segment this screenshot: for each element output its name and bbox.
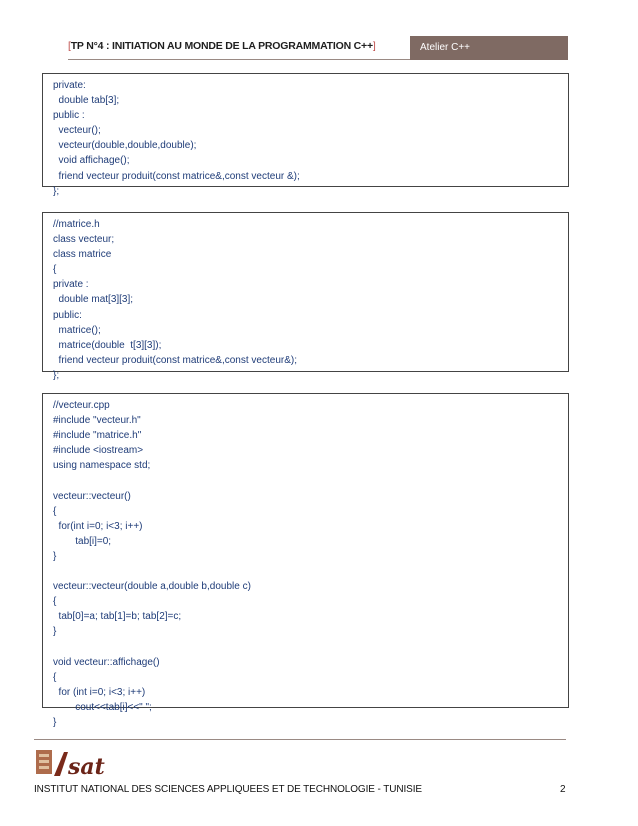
code-line: public : (53, 110, 85, 122)
code-line: class matrice (53, 249, 112, 261)
page-number: 2 (560, 784, 566, 795)
code-line: friend vecteur produit(const matrice&,const vecteur&); (53, 354, 297, 366)
code-line: class vecteur; (53, 234, 115, 246)
header-course-tab: Atelier C++ (410, 36, 568, 60)
page-header-title (68, 40, 376, 52)
code-line: #include "matrice.h" (53, 430, 142, 442)
code-block-vecteur-class-members (42, 73, 569, 197)
code-line: using namespace std; (53, 460, 151, 472)
code-line: } (53, 550, 57, 562)
code-line: //vecteur.cpp (53, 400, 110, 411)
code-line: for (int i=0; i<3; i++) (53, 686, 146, 698)
code-line: vecteur(); (53, 125, 101, 137)
code-line: } (53, 716, 57, 728)
insat-logo (34, 748, 124, 780)
code-block-matrice-header (42, 212, 569, 381)
code-line: private: (53, 80, 86, 91)
code-line: }; (53, 369, 60, 381)
code-line: matrice(double t[3][3]); (53, 339, 162, 351)
code-line: vecteur(double,double,double); (53, 140, 197, 152)
code-line: tab[0]=a; tab[1]=b; tab[2]=c; (53, 611, 182, 623)
code-line: public: (53, 309, 82, 321)
code-line: private : (53, 279, 89, 291)
header-bracket-close: ] (372, 40, 376, 52)
code-line: #include "vecteur.h" (53, 415, 141, 427)
code-line: double tab[3]; (53, 95, 120, 107)
code-line: //matrice.h (53, 219, 100, 230)
code-line: }; (53, 185, 60, 197)
code-line: { (53, 671, 57, 683)
code-line (53, 473, 558, 488)
code-line: for(int i=0; i<3; i++) (53, 520, 143, 532)
code-line: double mat[3][3]; (53, 294, 134, 306)
code-line: cout<<tab[i]<<" "; (53, 701, 152, 713)
code-line: vecteur::vecteur() (53, 490, 131, 502)
code-line: #include <iostream> (53, 445, 144, 457)
code-line (53, 564, 558, 579)
footer-divider (34, 739, 566, 740)
code-line: { (53, 264, 57, 276)
code-line: void affichage(); (53, 155, 130, 167)
svg-text:sat: sat (68, 754, 105, 780)
code-line: { (53, 505, 57, 517)
code-line: matrice(); (53, 324, 101, 336)
code-line: friend vecteur produit(const matrice&,const vecteur &); (53, 170, 300, 182)
code-line: void vecteur::affichage() (53, 656, 160, 668)
code-block-vecteur-cpp (42, 393, 569, 728)
footer-institution: INSTITUT NATIONAL DES SCIENCES APPLIQUEES ET DE TECHNOLOGIE - TUNISIE (34, 784, 423, 795)
code-line: tab[i]=0; (53, 535, 112, 547)
code-line: vecteur::vecteur(double a,double b,double c) (53, 581, 251, 593)
header-bracket-open: [ (68, 40, 71, 52)
header-divider (68, 59, 410, 60)
code-line: { (53, 596, 57, 608)
code-line (53, 640, 558, 655)
header-title-text: TP N°4 : INITIATION AU MONDE DE LA PROGRAMMATION C++ (70, 40, 373, 52)
code-line: } (53, 626, 57, 638)
